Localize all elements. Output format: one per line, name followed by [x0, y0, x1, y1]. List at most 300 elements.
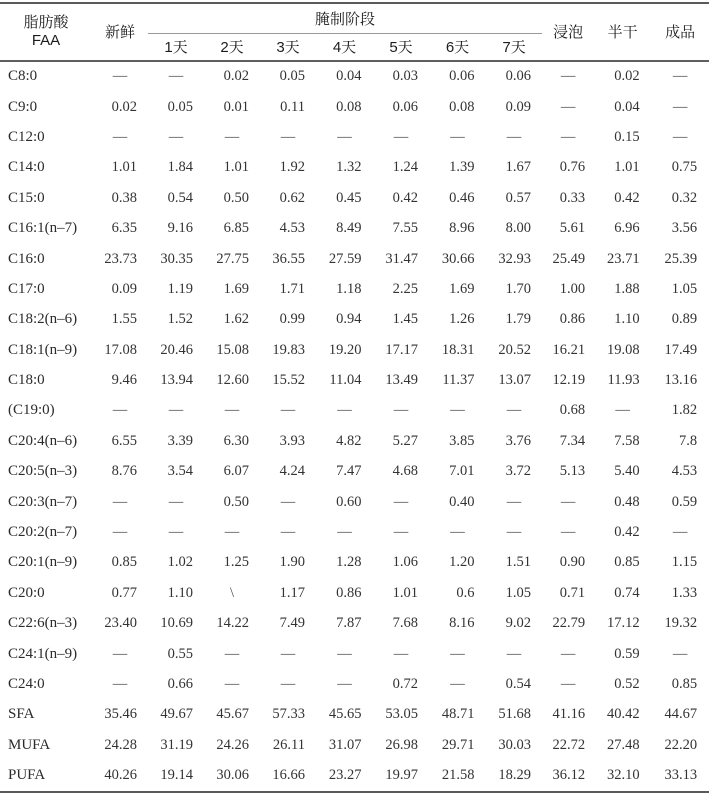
cell: 31.19	[160, 736, 193, 753]
cell: 30.66	[441, 250, 475, 267]
cell: 19.32	[664, 615, 698, 632]
cell: 0.06	[505, 68, 532, 85]
cell: 23.27	[328, 767, 362, 784]
cell: 8.16	[449, 615, 475, 632]
cell: 8.76	[111, 463, 137, 480]
fatty-acid-table	[0, 2, 709, 793]
cell: —	[393, 524, 409, 541]
cell: 0.90	[559, 554, 586, 571]
cell: 30.35	[160, 250, 193, 267]
cell: 0.46	[449, 189, 475, 206]
cell: 1.82	[671, 402, 698, 419]
cell: 0.66	[167, 676, 193, 692]
cell: 7.47	[336, 463, 362, 480]
cell: —	[337, 676, 352, 692]
cell: 17.17	[385, 341, 418, 358]
cell: 19.08	[606, 341, 640, 358]
cell: —	[224, 128, 240, 145]
cell: 1.05	[505, 584, 532, 601]
header-finished: 成品	[651, 3, 709, 61]
cell: 6.07	[223, 463, 249, 480]
cell: 40.42	[606, 706, 640, 723]
cell: 13.16	[664, 372, 698, 389]
cell: 49.67	[160, 706, 193, 723]
cell: 0.74	[614, 584, 640, 601]
cell: —	[393, 493, 409, 510]
cell: 0.54	[167, 189, 193, 206]
cell: 1.06	[392, 554, 418, 571]
header-fresh: 新鲜	[92, 3, 148, 61]
row-label: (C19:0)	[8, 402, 55, 419]
cell: 0.77	[111, 584, 137, 601]
cell: 18.29	[498, 767, 532, 784]
table-row	[0, 274, 709, 304]
cell: 36.12	[552, 767, 586, 784]
table-row	[0, 487, 709, 517]
cell: —	[450, 402, 465, 419]
row-label: C12:0	[8, 128, 45, 145]
cell: 1.67	[505, 159, 532, 176]
header-day-5: 5天	[373, 34, 429, 61]
cell: 51.68	[498, 706, 532, 723]
cell: 0.85	[671, 676, 698, 692]
cell: 27.75	[216, 250, 249, 267]
cell: —	[168, 68, 184, 85]
cell: 26.98	[385, 736, 418, 753]
cell: 3.54	[167, 463, 193, 480]
cell: 25.39	[664, 250, 698, 267]
cell: 22.79	[552, 615, 586, 632]
cell: —	[337, 402, 352, 419]
cell: 1.52	[167, 311, 193, 328]
cell: 0.6	[456, 584, 475, 601]
cell: 1.24	[392, 159, 418, 176]
cell: 0.02	[614, 68, 640, 85]
cell: 3.39	[167, 432, 193, 449]
cell: 1.28	[336, 554, 362, 571]
cell: 0.55	[167, 645, 193, 662]
cell: 0.60	[336, 493, 362, 510]
cell: 17.08	[104, 341, 137, 358]
table-row	[0, 760, 709, 791]
cell: —	[672, 128, 688, 145]
row-label: C18:1(n–9)	[8, 341, 78, 358]
cell: —	[280, 402, 296, 419]
cell: —	[224, 676, 240, 692]
cell: 1.88	[614, 280, 640, 297]
cell: 48.71	[441, 706, 475, 723]
row-label: C24:1(n–9)	[8, 645, 78, 662]
cell: 17.49	[664, 341, 698, 358]
cell: 7.68	[392, 615, 418, 632]
cell: —	[672, 98, 688, 115]
cell: —	[112, 68, 128, 85]
cell: 1.69	[223, 280, 249, 297]
cell: —	[224, 645, 240, 662]
cell: 6.96	[614, 220, 640, 237]
cell: —	[560, 68, 576, 85]
cell: 0.06	[449, 68, 475, 85]
cell: 9.02	[505, 615, 532, 632]
row-label: MUFA	[8, 736, 51, 753]
cell: 30.03	[498, 736, 532, 753]
header-curing-stage-group: 腌制阶段	[148, 3, 542, 34]
table-row	[0, 122, 709, 152]
cell: 29.71	[441, 736, 475, 753]
cell: 1.18	[336, 280, 362, 297]
cell: —	[393, 402, 409, 419]
cell: 1.45	[392, 311, 418, 328]
cell: —	[168, 493, 184, 510]
cell: 5.13	[559, 463, 586, 480]
cell: 0.01	[223, 98, 249, 115]
cell: 4.53	[671, 463, 698, 480]
cell: —	[506, 128, 522, 145]
cell: 13.49	[385, 372, 418, 389]
table-row	[0, 578, 709, 608]
cell: —	[168, 402, 184, 419]
cell: 19.83	[272, 341, 305, 358]
table-row	[0, 517, 709, 547]
cell: 0.94	[336, 311, 362, 328]
cell: 0.04	[336, 68, 362, 85]
table-row	[0, 548, 709, 578]
cell: 1.79	[505, 311, 532, 328]
cell: —	[112, 493, 128, 510]
row-label: C8:0	[8, 68, 38, 85]
cell: 36.55	[272, 250, 305, 267]
cell: 0.59	[614, 645, 640, 662]
cell: 1.70	[505, 280, 532, 297]
cell: 0.03	[392, 68, 418, 85]
cell: 0.50	[223, 493, 249, 510]
cell: 0.40	[449, 493, 475, 510]
cell: —	[280, 676, 296, 692]
table-row	[0, 61, 709, 92]
cell: 0.76	[559, 159, 586, 176]
cell: —	[393, 645, 409, 662]
cell: 6.35	[111, 220, 137, 237]
cell: —	[112, 524, 128, 541]
cell: 1.20	[449, 554, 475, 571]
cell: 32.93	[498, 250, 532, 267]
cell: —	[337, 645, 352, 662]
cell: —	[168, 128, 184, 145]
cell: —	[450, 524, 465, 541]
cell: 24.26	[216, 736, 249, 753]
row-label: C18:0	[8, 372, 45, 389]
cell: 11.93	[607, 372, 640, 389]
cell: —	[337, 128, 352, 145]
cell: 40.26	[104, 767, 137, 784]
cell: —	[112, 128, 128, 145]
cell: 12.60	[216, 372, 249, 389]
cell: 1.84	[167, 159, 193, 176]
cell: 0.32	[671, 189, 698, 206]
table-row	[0, 365, 709, 395]
row-label: C20:0	[8, 584, 45, 601]
header-soak: 浸泡	[542, 3, 594, 61]
cell: —	[672, 645, 688, 662]
table-row	[0, 92, 709, 122]
header-day-6: 6天	[429, 34, 486, 61]
cell: 7.34	[559, 432, 586, 449]
row-label: C17:0	[8, 280, 45, 297]
cell: —	[280, 524, 296, 541]
cell: 23.73	[104, 250, 137, 267]
cell: —	[393, 128, 409, 145]
cell: 0.59	[671, 493, 698, 510]
cell: 3.93	[279, 432, 305, 449]
cell: 0.15	[614, 128, 640, 145]
row-label: C20:1(n–9)	[8, 554, 78, 571]
cell: 1.01	[111, 159, 137, 176]
cell: 25.49	[552, 250, 586, 267]
cell: 0.33	[559, 189, 586, 206]
cell: 0.04	[614, 98, 640, 115]
cell: —	[506, 645, 522, 662]
cell: 0.86	[559, 311, 586, 328]
row-label: C22:6(n–3)	[8, 615, 78, 632]
cell: 0.48	[614, 493, 640, 510]
cell: 1.17	[279, 584, 305, 601]
cell: —	[672, 524, 688, 541]
table-row	[0, 457, 709, 487]
cell: 1.00	[559, 280, 586, 297]
header-day-3: 3天	[260, 34, 316, 61]
cell: 10.69	[160, 615, 193, 632]
cell: 4.68	[392, 463, 418, 480]
cell: 1.39	[449, 159, 475, 176]
cell: 8.00	[505, 220, 532, 237]
row-label: C18:2(n–6)	[8, 311, 78, 328]
row-label: SFA	[8, 706, 35, 723]
table-body	[0, 61, 709, 792]
cell: 4.82	[336, 432, 362, 449]
cell: 0.71	[559, 584, 586, 601]
cell: 1.01	[392, 584, 418, 601]
table-row	[0, 669, 709, 699]
cell: 21.58	[441, 767, 475, 784]
row-label: C16:1(n–7)	[8, 220, 78, 237]
cell: 23.40	[104, 615, 137, 632]
cell: —	[280, 493, 296, 510]
table-header	[0, 3, 709, 61]
cell: 16.66	[272, 767, 305, 784]
cell: 1.51	[505, 554, 532, 571]
cell: 7.87	[336, 615, 362, 632]
cell: 14.22	[216, 615, 249, 632]
cell: —	[506, 493, 522, 510]
cell: 11.04	[329, 372, 362, 389]
cell: 1.05	[671, 280, 698, 297]
cell: 1.01	[223, 159, 249, 176]
cell: 19.97	[385, 767, 418, 784]
cell: 1.33	[671, 584, 698, 601]
table-row	[0, 730, 709, 760]
cell: —	[560, 645, 576, 662]
cell: 8.49	[336, 220, 362, 237]
header-semidry: 半干	[594, 3, 651, 61]
cell: 6.85	[223, 220, 249, 237]
row-label: C20:5(n–3)	[8, 463, 78, 480]
cell: 22.72	[552, 736, 586, 753]
cell: 0.11	[280, 98, 305, 115]
cell: 1.90	[279, 554, 305, 571]
cell: 1.15	[671, 554, 698, 571]
cell: 0.68	[559, 402, 586, 419]
cell: 19.14	[160, 767, 193, 784]
cell: 5.61	[559, 220, 586, 237]
table-row	[0, 153, 709, 183]
cell: 18.31	[441, 341, 475, 358]
cell: 3.72	[505, 463, 532, 480]
cell: —	[337, 524, 352, 541]
cell: 2.25	[392, 280, 418, 297]
cell: —	[672, 68, 688, 85]
cell: 0.09	[505, 98, 532, 115]
cell: 5.27	[392, 432, 418, 449]
cell: —	[615, 402, 630, 419]
cell: 0.62	[279, 189, 305, 206]
table-row	[0, 396, 709, 426]
header-day-2: 2天	[204, 34, 260, 61]
header-day-1: 1天	[148, 34, 204, 61]
cell: —	[112, 645, 128, 662]
cell: 0.09	[111, 280, 137, 297]
cell: —	[112, 402, 128, 419]
table-row	[0, 609, 709, 639]
header-fatty-acid-en: FAA	[31, 31, 61, 49]
row-label: C20:4(n–6)	[8, 432, 78, 449]
cell: 0.02	[111, 98, 137, 115]
cell: 1.26	[449, 311, 475, 328]
table-row	[0, 244, 709, 274]
cell: —	[450, 645, 465, 662]
cell: 57.33	[272, 706, 305, 723]
cell: 9.16	[167, 220, 193, 237]
cell: —	[280, 645, 296, 662]
cell: \	[229, 584, 235, 601]
cell: 9.46	[111, 372, 137, 389]
cell: 11.37	[442, 372, 475, 389]
table-row	[0, 639, 709, 669]
cell: 3.76	[505, 432, 532, 449]
header-fatty-acid	[0, 3, 92, 61]
cell: 13.94	[160, 372, 193, 389]
row-label: C14:0	[8, 159, 45, 176]
cell: 7.55	[392, 220, 418, 237]
cell: 0.85	[614, 554, 640, 571]
cell: 0.05	[279, 68, 305, 85]
cell: 20.52	[498, 341, 532, 358]
cell: 45.65	[328, 706, 362, 723]
cell: —	[112, 676, 128, 692]
cell: 1.19	[167, 280, 193, 297]
cell: 8.96	[449, 220, 475, 237]
cell: 31.47	[385, 250, 418, 267]
cell: 3.85	[449, 432, 475, 449]
table-row	[0, 213, 709, 243]
cell: 1.71	[279, 280, 305, 297]
header-day-7: 7天	[486, 34, 542, 61]
cell: 27.59	[328, 250, 362, 267]
cell: 4.24	[279, 463, 305, 480]
cell: 45.67	[216, 706, 249, 723]
cell: —	[560, 128, 576, 145]
cell: 0.05	[167, 98, 193, 115]
cell: 0.06	[392, 98, 418, 115]
cell: 0.86	[336, 584, 362, 601]
cell: 24.28	[104, 736, 137, 753]
cell: —	[168, 524, 184, 541]
cell: 26.11	[272, 736, 305, 753]
cell: 1.10	[614, 311, 640, 328]
cell: 0.85	[111, 554, 137, 571]
cell: 0.02	[223, 68, 249, 85]
cell: 15.52	[272, 372, 305, 389]
table-row	[0, 700, 709, 730]
cell: 7.58	[614, 432, 640, 449]
cell: —	[224, 524, 240, 541]
cell: 0.42	[614, 524, 640, 541]
cell: 44.67	[664, 706, 698, 723]
cell: 0.89	[671, 311, 698, 328]
table-row	[0, 426, 709, 456]
cell: 0.72	[392, 676, 418, 692]
cell: 30.06	[216, 767, 249, 784]
table-row	[0, 183, 709, 213]
cell: 0.08	[449, 98, 475, 115]
cell: —	[560, 676, 576, 692]
cell: 0.08	[336, 98, 362, 115]
cell: 0.75	[671, 159, 698, 176]
cell: —	[506, 402, 522, 419]
cell: 15.08	[216, 341, 249, 358]
cell: 23.71	[606, 250, 640, 267]
cell: 7.01	[449, 463, 475, 480]
cell: 35.46	[104, 706, 137, 723]
cell: 0.45	[336, 189, 362, 206]
cell: 3.56	[671, 220, 698, 237]
cell: 4.53	[279, 220, 305, 237]
cell: 22.20	[664, 736, 698, 753]
cell: 27.48	[606, 736, 640, 753]
row-label: C16:0	[8, 250, 45, 267]
cell: —	[450, 676, 465, 692]
cell: 1.55	[111, 311, 137, 328]
cell: 0.38	[111, 189, 137, 206]
cell: 0.54	[505, 676, 532, 692]
cell: 0.99	[279, 311, 305, 328]
row-label: C20:3(n–7)	[8, 493, 78, 510]
row-label: C24:0	[8, 676, 45, 692]
cell: —	[450, 128, 465, 145]
cell: —	[280, 128, 296, 145]
cell: —	[560, 493, 576, 510]
cell: 13.07	[498, 372, 532, 389]
cell: 12.19	[552, 372, 586, 389]
cell: 53.05	[385, 706, 418, 723]
cell: 1.92	[279, 159, 305, 176]
row-label: C15:0	[8, 189, 45, 206]
header-day-4: 4天	[316, 34, 373, 61]
cell: —	[224, 402, 240, 419]
cell: —	[560, 524, 576, 541]
cell: 16.21	[552, 341, 586, 358]
cell: 5.40	[614, 463, 640, 480]
row-label: C9:0	[8, 98, 38, 115]
